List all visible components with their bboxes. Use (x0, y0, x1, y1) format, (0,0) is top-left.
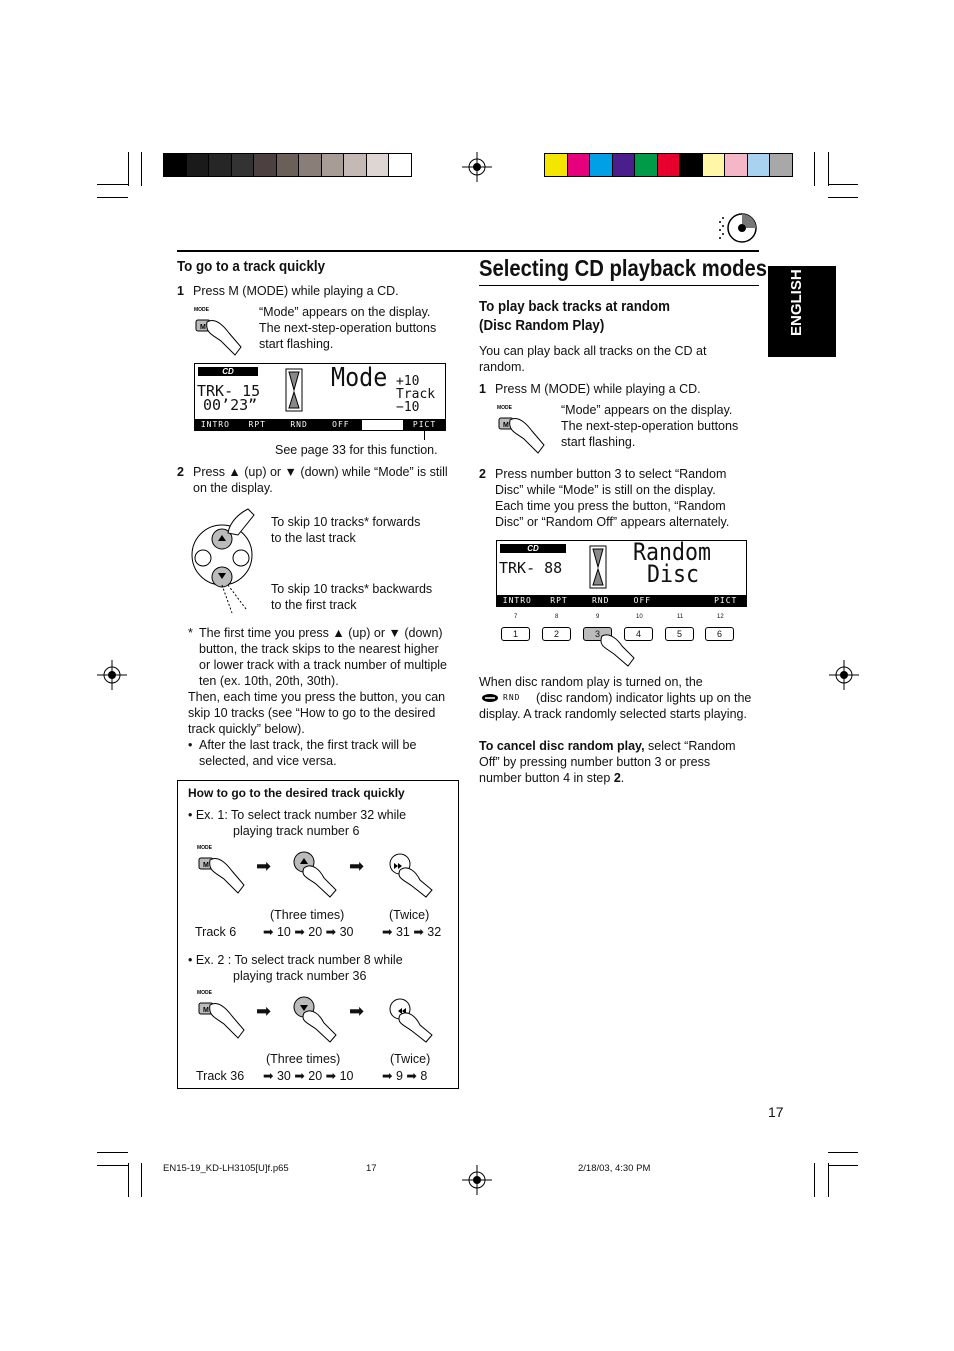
color-swatch (635, 154, 657, 176)
language-tab (768, 266, 836, 357)
color-swatch (725, 154, 747, 176)
cd-indicator: CD (198, 367, 258, 376)
bullet: • (188, 738, 193, 752)
color-swatch (590, 154, 612, 176)
step-number: 2 (177, 465, 184, 479)
page-title: Selecting CD playback modes (479, 255, 767, 281)
track-sequence: ➡ 30 ➡ 20 ➡ 10 (263, 1069, 354, 1083)
color-swatch (748, 154, 770, 176)
footnote-line: track quickly” below). (188, 722, 305, 736)
example-line: playing track number 36 (233, 969, 367, 983)
button-top-label: 8 (555, 614, 559, 620)
finger-press-icon (598, 632, 638, 668)
note-line: start flashing. (259, 337, 334, 351)
hourglass-icon (589, 545, 607, 589)
color-swatch (277, 154, 299, 176)
note-line: start flashing. (561, 435, 636, 449)
crop-mark (828, 1163, 829, 1197)
color-swatch (770, 154, 792, 176)
registration-target-icon (829, 660, 859, 690)
arrow-icon: ➡ (256, 1001, 272, 1021)
paragraph-line: Off” by pressing number button 3 or press (479, 755, 711, 769)
color-swatch (680, 154, 702, 176)
hourglass-icon (285, 368, 303, 412)
step-text: Each time you press the button, “Random (495, 499, 726, 513)
svg-text:MODE: MODE (197, 990, 212, 996)
button-top-label: 10 (636, 614, 643, 620)
button-top-label: 9 (596, 614, 600, 620)
intro-line: You can play back all tracks on the CD at (479, 344, 707, 358)
paragraph-line (479, 770, 624, 786)
box-title: How to go to the desired track quickly (188, 786, 405, 800)
registration-target-icon (97, 660, 127, 690)
header-rule (177, 250, 759, 252)
color-swatch (658, 154, 680, 176)
skip-forward-label: to the last track (271, 531, 356, 545)
svg-text:MODE: MODE (497, 405, 512, 411)
lcd-tab: PICT (705, 596, 746, 606)
crop-mark (828, 152, 829, 186)
track-sequence: ➡ 31 ➡ 32 (382, 925, 442, 939)
language-tab-label: ENGLISH (788, 269, 805, 336)
footnote-star: * (188, 626, 193, 640)
lcd-tab: OFF (320, 420, 362, 430)
footer-file: EN15-19_KD-LH3105[U]f.p65 (163, 1163, 289, 1174)
finger-press-up-icon (290, 850, 340, 898)
title-underline (479, 285, 759, 286)
finger-press-next-icon (386, 850, 436, 898)
color-swatch (187, 154, 209, 176)
number-button-4[interactable]: 4 (624, 627, 653, 641)
arrow-icon: ➡ (349, 1001, 365, 1021)
color-swatch (232, 154, 254, 176)
lcd-disc: Disc (647, 560, 700, 588)
cancel-text: . (620, 771, 625, 785)
crop-mark (828, 184, 858, 185)
lcd-tab (664, 596, 706, 606)
press-count: (Twice) (390, 1052, 431, 1066)
section-heading: To play back tracks at random (479, 299, 671, 315)
lcd-track: TRK- 88 (499, 559, 563, 577)
example-line: • Ex. 1: To select track number 32 while (188, 808, 407, 822)
paragraph-line: display. A track randomly selected starts playing. (479, 707, 747, 721)
cancel-bold: To cancel disc random play, (479, 739, 645, 753)
skip-forward-label: To skip 10 tracks* forwards (271, 515, 421, 529)
registration-target-icon (462, 152, 492, 182)
color-swatch (545, 154, 567, 176)
step-text: Disc” or “Random Off” appears alternately. (495, 515, 730, 529)
note-line: The next-step-operation buttons (561, 419, 739, 433)
skip-back-label: to the first track (271, 598, 357, 612)
crop-mark (828, 197, 858, 198)
lcd-time: 00’23” (203, 396, 258, 414)
lcd-track-label: Track (396, 387, 436, 402)
lcd-tab: RPT (539, 596, 581, 606)
crop-mark (97, 1165, 128, 1166)
lcd-tab: RPT (237, 420, 279, 430)
footer-page: 17 (366, 1163, 377, 1174)
lcd-track: TRK- 15 (197, 382, 261, 400)
example-line: • Ex. 2 : To select track number 8 while (188, 953, 403, 967)
crop-mark (141, 1163, 142, 1197)
button-top-label: 11 (677, 614, 684, 620)
note-line: “Mode” appears on the display. (259, 305, 431, 319)
color-swatch (703, 154, 725, 176)
control-pad-icon (188, 503, 272, 615)
crop-mark (128, 152, 129, 186)
crop-mark (828, 1152, 858, 1153)
footnote-line: After the last track, the first track will be (199, 738, 417, 752)
svg-text:MODE: MODE (194, 307, 209, 313)
lcd-tab: RND (580, 596, 622, 606)
step-text: Press M (MODE) while playing a CD. (193, 284, 399, 298)
svg-text:M: M (503, 422, 509, 429)
lcd-tab (362, 420, 404, 430)
arrow-icon: ➡ (349, 856, 365, 876)
step-number: 2 (479, 467, 486, 481)
see-page-note: See page 33 for this function. (275, 443, 438, 457)
paragraph-line: When disc random play is turned on, the (479, 675, 703, 689)
lcd-tab: INTRO (195, 420, 237, 430)
finger-press-down-icon (290, 995, 340, 1043)
color-swatch (254, 154, 276, 176)
step-ref: 2 (613, 771, 621, 785)
lcd-tab: RND (279, 420, 321, 430)
cancel-paragraph (479, 738, 736, 754)
crop-mark (97, 1152, 128, 1153)
footnote-line: button, the track skips to the nearest higher (199, 642, 439, 656)
color-swatch (164, 154, 186, 176)
cd-section-icon (716, 212, 760, 244)
color-swatch (568, 154, 590, 176)
cancel-text: number button 4 in step (479, 771, 614, 785)
svg-text:M: M (200, 324, 206, 331)
color-swatch (299, 154, 321, 176)
crop-mark (97, 184, 128, 185)
step-number: 1 (177, 284, 184, 298)
note-line: The next-step-operation buttons (259, 321, 437, 335)
track-sequence: ➡ 10 ➡ 20 ➡ 30 (263, 925, 354, 939)
rnd-indicator-label: RND (503, 693, 521, 702)
registration-target-icon (462, 1165, 492, 1195)
step-text: on the display. (193, 481, 273, 495)
cd-indicator: CD (500, 544, 566, 553)
page-number: 17 (768, 1104, 784, 1120)
footnote-line: The first time you press ▲ (up) or ▼ (down) (199, 626, 443, 640)
track-sequence: ➡ 9 ➡ 8 (382, 1069, 428, 1083)
footnote-line: skip 10 tracks (see “How to go to the desired (188, 706, 436, 720)
start-track: Track 36 (196, 1069, 245, 1083)
start-track: Track 6 (195, 925, 237, 939)
crop-mark (97, 197, 128, 198)
lcd-tab: INTRO (497, 596, 539, 606)
step-text: Press M (MODE) while playing a CD. (495, 382, 701, 396)
finger-press-mode-icon (196, 843, 248, 895)
press-count: (Twice) (389, 908, 430, 922)
color-swatch (209, 154, 231, 176)
step-text: Press number button 3 to select “Random (495, 467, 727, 481)
color-swatch (613, 154, 635, 176)
footnote-line: ten (ex. 10th, 20th, 30th). (199, 674, 339, 688)
finger-press-mode-icon (193, 305, 245, 357)
number-button-1[interactable]: 1 (501, 627, 530, 641)
lcd-tab-bar (497, 595, 746, 606)
finger-press-prev-icon (386, 995, 436, 1043)
crop-mark (814, 152, 815, 186)
svg-text:M: M (203, 1007, 209, 1014)
color-swatch (344, 154, 366, 176)
paragraph-line: (disc random) indicator lights up on the (536, 691, 752, 705)
step-text: Disc” while “Mode” is still on the display. (495, 483, 716, 497)
pointer-line (424, 429, 425, 440)
finger-press-mode-icon (496, 403, 548, 455)
press-count: (Three times) (270, 908, 345, 922)
note-line: “Mode” appears on the display. (561, 403, 733, 417)
footnote-line: Then, each time you press the button, you can (188, 690, 446, 704)
finger-press-mode-icon (196, 988, 248, 1040)
button-top-label: 12 (717, 614, 724, 620)
section-heading: To go to a track quickly (177, 259, 326, 275)
lcd-plus10: +10 (396, 374, 420, 389)
crop-mark (814, 1163, 815, 1197)
svg-text:M: M (203, 862, 209, 869)
button-top-label: 7 (514, 614, 518, 620)
crop-mark (828, 1165, 858, 1166)
svg-text:MODE: MODE (197, 845, 212, 851)
crop-mark (128, 1163, 129, 1197)
lcd-tab-bar (195, 419, 445, 430)
arrow-icon: ➡ (256, 856, 272, 876)
lcd-minus10: −10 (396, 400, 420, 415)
disc-random-indicator-icon (481, 693, 499, 703)
number-button-2[interactable]: 2 (542, 627, 571, 641)
press-count: (Three times) (266, 1052, 341, 1066)
number-button-5[interactable]: 5 (665, 627, 694, 641)
lcd-display (496, 540, 747, 607)
lcd-mode: Mode (331, 363, 388, 393)
footer-date: 2/18/03, 4:30 PM (578, 1163, 651, 1174)
example-line: playing track number 6 (233, 824, 360, 838)
lcd-display (194, 363, 446, 431)
lcd-random: Random (633, 538, 712, 566)
number-button-3[interactable]: 3 (583, 627, 612, 641)
color-swatch (389, 154, 411, 176)
intro-line: random. (479, 360, 525, 374)
cancel-text: select “Random (644, 739, 736, 753)
lcd-tab: PICT (404, 420, 445, 430)
footnote-line: selected, and vice versa. (199, 754, 337, 768)
color-swatch (367, 154, 389, 176)
lcd-tab: OFF (622, 596, 664, 606)
color-swatch (322, 154, 344, 176)
skip-back-label: To skip 10 tracks* backwards (271, 582, 433, 596)
step-number: 1 (479, 382, 486, 396)
step-text: Press ▲ (up) or ▼ (down) while “Mode” is still (193, 465, 448, 479)
number-button-6[interactable]: 6 (705, 627, 734, 641)
section-heading: (Disc Random Play) (479, 318, 605, 334)
crop-mark (141, 152, 142, 186)
footnote-line: or lower track with a track number of multiple (199, 658, 448, 672)
